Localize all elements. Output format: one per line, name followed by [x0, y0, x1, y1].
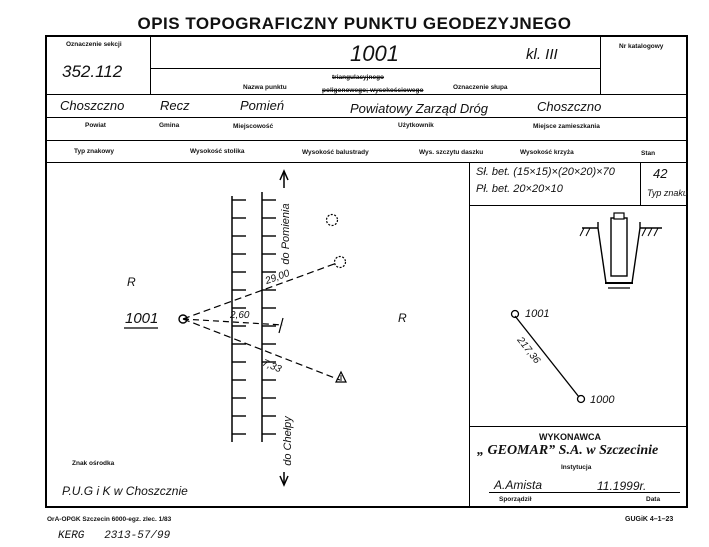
- distance-1: 29,00: [263, 268, 292, 287]
- document-date: 11.1999r.: [597, 479, 647, 493]
- form-code: GUGiK 4–1–23: [625, 516, 674, 523]
- state-label: Stan: [641, 150, 656, 157]
- section-label: Oznaczenie sekcji: [66, 41, 122, 48]
- user-value: Powiatowy Zarząd Dróg: [350, 101, 488, 116]
- section-value: 352.112: [62, 62, 123, 81]
- polygon-label: poligonowego; wysokościowego: [322, 87, 424, 94]
- balustrade-label: Wysokość balustrady: [302, 149, 369, 156]
- top-height-label: Wys. szczytu daszku: [419, 149, 484, 156]
- county-label: Powiat: [85, 122, 106, 129]
- distance-3: 7,33: [260, 357, 283, 376]
- bottom-code: KERG 2313-57/99: [58, 530, 171, 542]
- county-value: Choszczno: [60, 98, 125, 113]
- institution-label: Instytucja: [561, 464, 592, 471]
- residence-value: Choszczno: [537, 99, 602, 114]
- locality-label: Miejscowość: [233, 123, 274, 130]
- mark-type-label: Typ znaku: [647, 188, 688, 198]
- pillar-label: Oznaczenie słupa: [453, 84, 508, 91]
- small-point-a-label: 1001: [525, 308, 550, 320]
- small-distance-label: 217,36: [514, 335, 543, 366]
- print-note: OrA-OPGK Szczecin 6000-egz. zlec. 1/83: [47, 516, 172, 523]
- point-class: kl. III: [526, 46, 558, 63]
- residence-label: Miejsce zamieszkania: [533, 123, 600, 130]
- type-label: Typ znakowy: [74, 148, 114, 155]
- distance-2: 2,60: [230, 310, 250, 321]
- point-name-label: Nazwa punktu: [243, 84, 287, 91]
- point-number: 1001: [350, 41, 399, 66]
- mark-holder-value: P.U.G i K w Choszcznie: [62, 484, 188, 498]
- cross-height-label: Wysokość krzyża: [520, 149, 574, 156]
- prepared-label: Sporządził: [499, 496, 532, 503]
- road-north-label: do Pomienia: [280, 203, 292, 265]
- mark-line-1: Sł. bet. (15×15)×(20×20)×70: [476, 166, 615, 178]
- date-label: Data: [646, 496, 661, 503]
- user-label: Użytkownik: [398, 122, 434, 129]
- commune-label: Gmina: [159, 122, 180, 129]
- r-right-label: R: [398, 311, 407, 325]
- small-point-b-label: 1000: [590, 394, 615, 406]
- point-b-marker: [578, 396, 585, 403]
- mark-line-2: Pł. bet. 20×20×10: [476, 183, 563, 195]
- commune-value: Recz: [160, 98, 190, 113]
- company-name: „ GEOMAR” S.A. w Szczecinie: [477, 443, 659, 458]
- triangulation-label: triangulacyjnego: [332, 74, 385, 81]
- r-left-label: R: [127, 275, 136, 289]
- distance-line: [515, 316, 579, 397]
- signature-line: [489, 492, 680, 493]
- sketch-point-label: 1001: [125, 310, 159, 327]
- catalog-label: Nr katalogowy: [619, 43, 664, 50]
- mark-holder-label: Znak ośrodka: [72, 460, 115, 467]
- locality-value: Pomień: [240, 98, 285, 113]
- road-south-label: do Chełpy: [282, 416, 294, 466]
- author-name: A.Amista: [494, 478, 543, 492]
- mark-type-number: 42: [653, 166, 668, 181]
- maker-label: WYKONAWCA: [539, 432, 601, 442]
- column-height-label: Wysokość stolika: [190, 148, 245, 155]
- document-title: OPIS TOPOGRAFICZNY PUNKTU GEODEZYJNEGO: [137, 14, 572, 33]
